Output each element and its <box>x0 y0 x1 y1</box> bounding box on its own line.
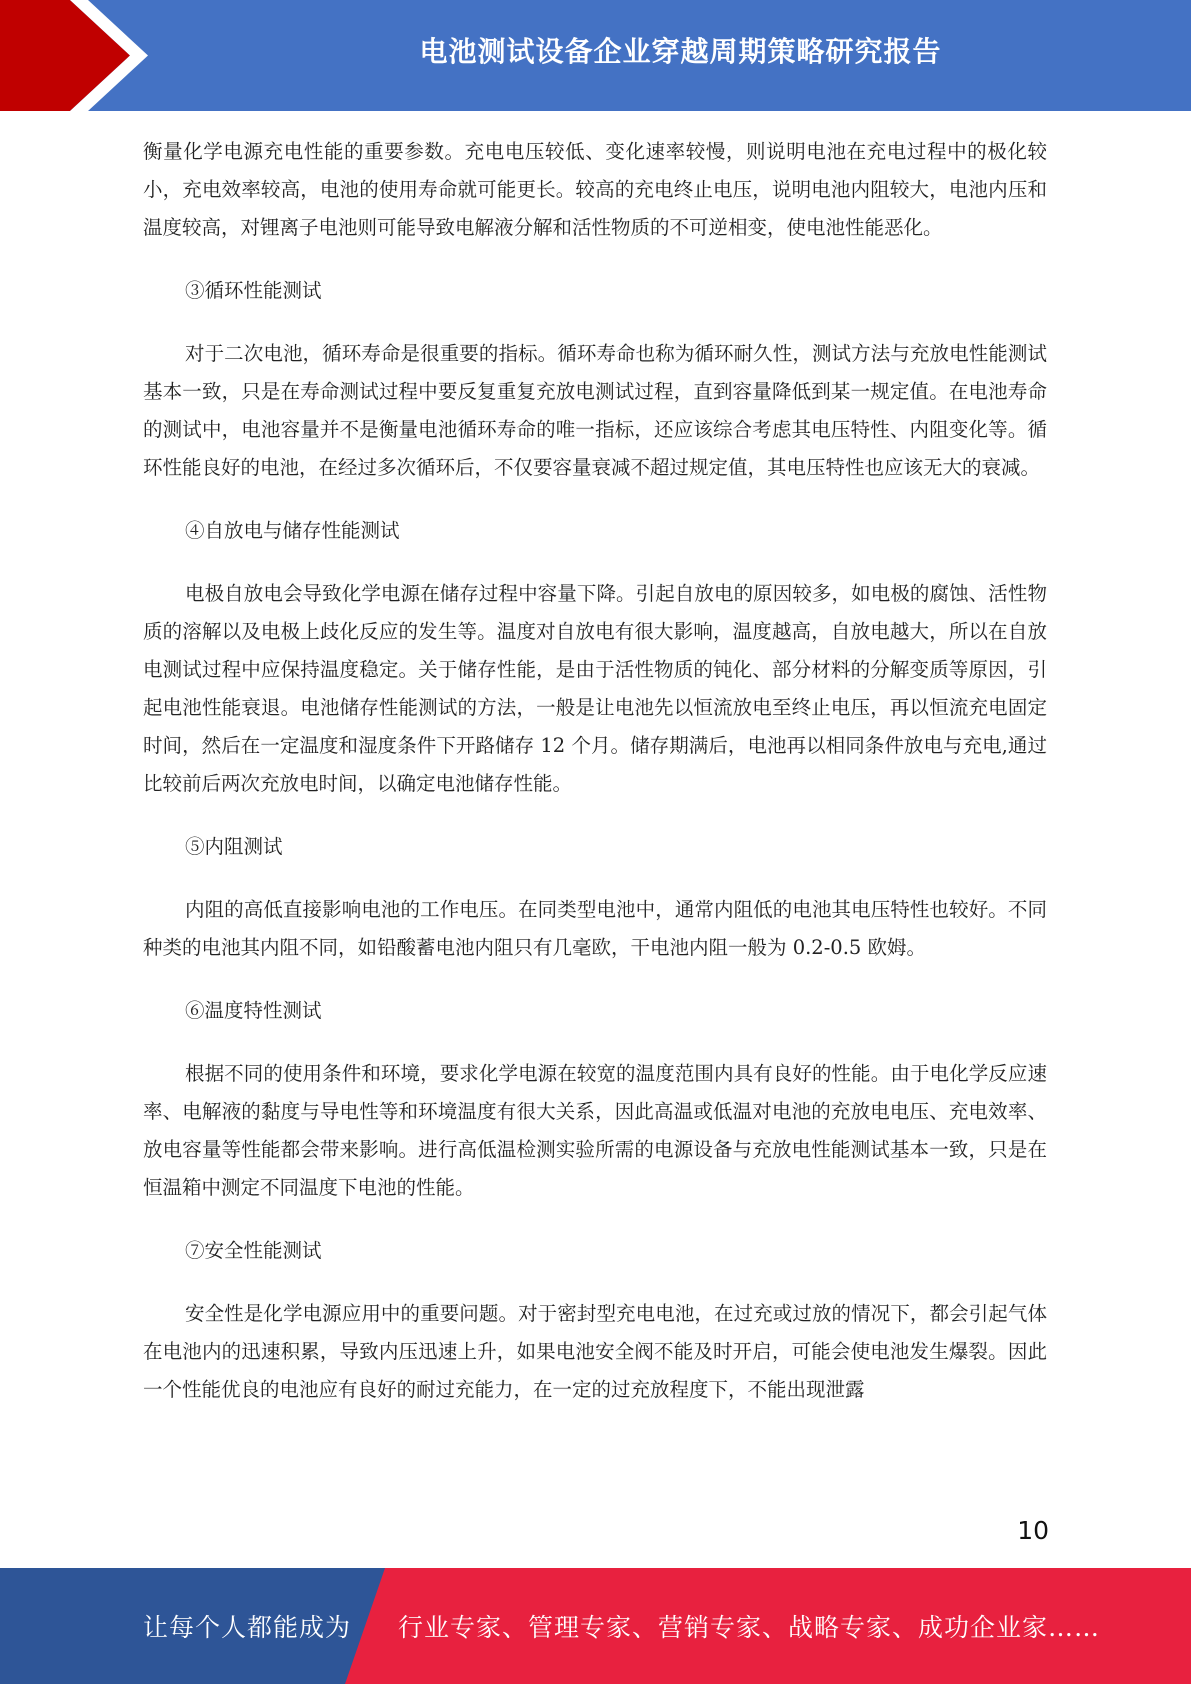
paragraph-safety-test: 安全性是化学电源应用中的重要问题。对于密封型充电电池，在过充或过放的情况下，都会引起气体在电池内的迅速积累，导致内压迅速上升，如果电池安全阀不能及时开启，可能会使电池发生爆裂。因此一个性能优良的电池应有良好的耐过充能力，在一定的过充放程度下，不能出现泄露 <box>143 1302 1047 1401</box>
paragraph-internal-resistance-test: 内阻的高低直接影响电池的工作电压。在同类型电池中，通常内阻低的电池其电压特性也较好。不同种类的电池其内阻不同，如铅酸蓄电池内阻只有几毫欧，干电池内阻一般为 0.2-0.5 欧姆。 <box>143 898 1047 959</box>
page-header <box>0 0 1191 111</box>
page-footer <box>0 1568 1191 1684</box>
paragraph-temperature-test: 根据不同的使用条件和环境，要求化学电源在较宽的温度范围内具有良好的性能。由于电化学反应速率、电解液的黏度与导电性等和环境温度有很大关系，因此高温或低温对电池的充放电电压、充电效率、放电容量等性能都会带来影响。进行高低温检测实验所需的电源设备与充放电性能测试基本一致，只是在恒温箱中测定不同温度下电池的性能。 <box>143 1062 1047 1199</box>
page-number: 10 <box>1017 1516 1049 1545</box>
paragraph-self-discharge-test: 电极自放电会导致化学电源在储存过程中容量下降。引起自放电的原因较多，如电极的腐蚀、活性物质的溶解以及电极上歧化反应的发生等。温度对自放电有很大影响，温度越高，自放电越大，所以在自放电测试过程中应保持温度稳定。关于储存性能，是由于活性物质的钝化、部分材料的分解变质等原因，引起电池性能衰退。电池储存性能测试的方法，一般是让电池先以恒流放电至终止电压，再以恒流充电固定时间，然后在一定温度和湿度条件下开路储存 12 个月。储存期满后，电池再以相同条件放电与充电,通过比较前后两次充放电时间，以确定电池储存性能。 <box>143 582 1047 795</box>
footer-slogan-right: 行业专家、管理专家、营销专家、战略专家、成功企业家…… <box>398 1613 1101 1642</box>
section-heading-cycle-test: ③循环性能测试 <box>185 279 322 302</box>
document-body <box>143 133 1047 1434</box>
section-heading-self-discharge-test: ④自放电与储存性能测试 <box>185 519 400 542</box>
report-title: 电池测试设备企业穿越周期策略研究报告 <box>419 35 942 68</box>
section-heading-temperature-test: ⑥温度特性测试 <box>185 999 322 1022</box>
header-chevron-decoration <box>0 0 160 111</box>
section-heading-safety-test: ⑦安全性能测试 <box>185 1239 322 1262</box>
paragraph-cycle-test: 对于二次电池，循环寿命是很重要的指标。循环寿命也称为循环耐久性，测试方法与充放电性能测试基本一致，只是在寿命测试过程中要反复重复充放电测试过程，直到容量降低到某一规定值。在电池寿命的测试中，电池容量并不是衡量电池循环寿命的唯一指标，还应该综合考虑其电压特性、内阻变化等。循环性能良好的电池，在经过多次循环后，不仅要容量衰减不超过规定值，其电压特性也应该无大的衰减。 <box>143 342 1047 479</box>
footer-slogan-left: 让每个人都能成为 <box>143 1613 352 1642</box>
section-heading-internal-resistance-test: ⑤内阻测试 <box>185 835 283 858</box>
paragraph-charge-performance: 衡量化学电源充电性能的重要参数。充电电压较低、变化速率较慢，则说明电池在充电过程中的极化较小，充电效率较高，电池的使用寿命就可能更长。较高的充电终止电压，说明电池内阻较大，电池内压和温度较高，对锂离子电池则可能导致电解液分解和活性物质的不可逆相变，使电池性能恶化。 <box>143 140 1047 239</box>
